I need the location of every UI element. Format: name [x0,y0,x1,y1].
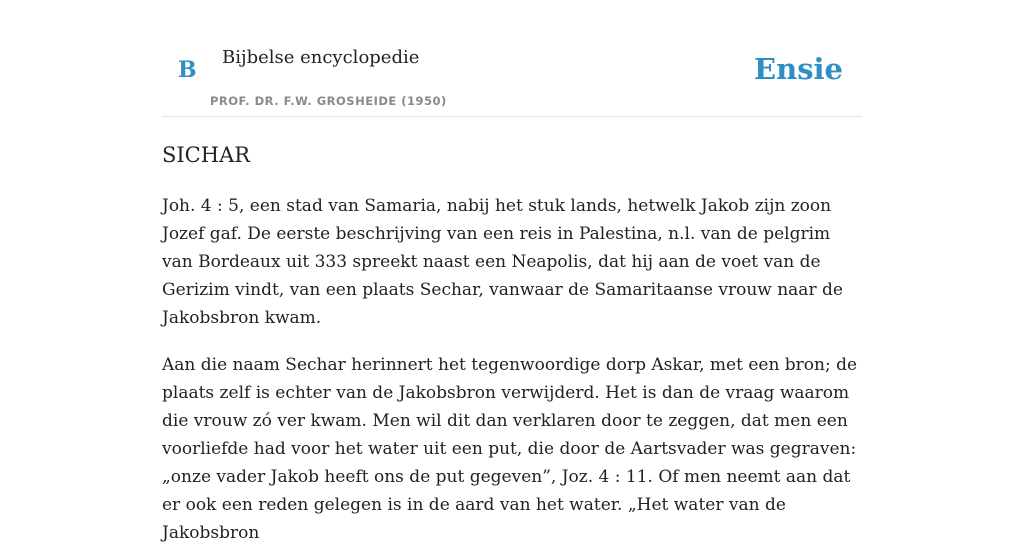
article-paragraph: Aan die naam Sechar herinnert het tegenwoordige dorp Askar, met een bron; de plaats zelf is echter van de Jakobsbron verwijderd. Het is dan de vraag waarom die vrouw zó ver kwam. Men wil dit dan verklaren door te zeggen, dat men een voorliefde had voor het water uit een put, die door de Aartsvader was gegraven: „onze vader Jakob heeft ons de put gegeven”, Joz. 4 : 11. Of men neemt aan dat er ook een reden gelegen is in de aard van het water. „Het water van de Jakobsbron [162,355,858,543]
article-title: SICHAR [162,143,251,167]
page-header [162,0,862,117]
encyclopedia-author: PROF. DR. F.W. GROSHEIDE (1950) [210,94,447,108]
ensie-brand-logo[interactable]: Ensie [754,52,843,86]
article-paragraph: Joh. 4 : 5, een stad van Samaria, nabij het stuk lands, hetwelk Jakob zijn zoon Jozef gaf. De eerste beschrijving van een reis in Palestina, n.l. van de pelgrim van Bordeaux uit 333 spreekt naast een Neapolis, dat hij aan de voet van de Gerizim vindt, van een plaats Sechar, vanwaar de Samaritaanse vrouw naar de Jakobsbron kwam. [162,196,843,328]
encyclopedia-title[interactable]: Bijbelse encyclopedie [222,47,420,68]
encyclopedia-logo[interactable]: B [178,57,197,83]
